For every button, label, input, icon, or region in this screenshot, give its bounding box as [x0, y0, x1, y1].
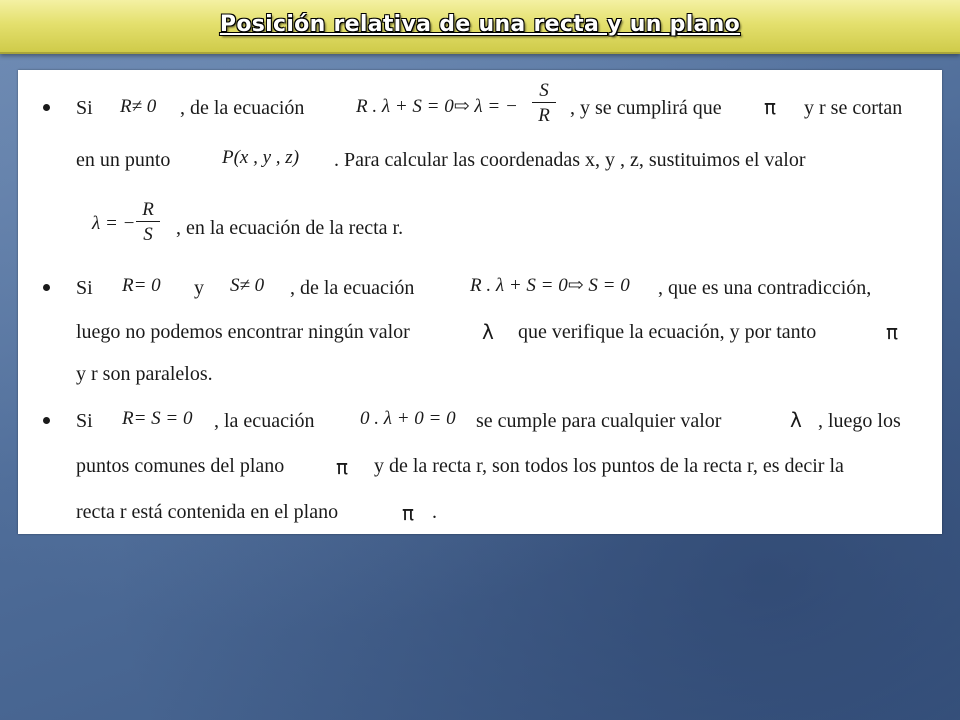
b2-condition-2: S≠ 0	[230, 275, 265, 296]
slide-title: Posición relativa de una recta y un plano	[219, 12, 741, 37]
b1-fraction-2	[136, 200, 160, 244]
b2-y: y	[194, 277, 204, 299]
bullet-3	[43, 417, 50, 424]
b3-text-3: , luego los	[818, 410, 901, 432]
b2-equation: R . λ + S = 0⇨ S = 0	[470, 275, 630, 296]
b3-condition: R= S = 0	[122, 408, 193, 429]
b1-text-6: , en la ecuación de la recta r.	[176, 217, 404, 239]
b1-fraction-2-numerator: R	[142, 199, 154, 220]
b3-text-5: y de la recta r, son todos los puntos de la recta r, es decir la	[374, 455, 844, 477]
b2-text-4: que verifique la ecuación, y por tanto	[518, 321, 817, 343]
b2-text-2: , que es una contradicción,	[658, 277, 872, 299]
b3-pi-2: π	[402, 501, 415, 525]
b1-lambda-equation: λ = −	[92, 213, 136, 234]
b1-text-2: , y se cumplirá que	[570, 97, 722, 119]
b2-text-3: luego no podemos encontrar ningún valor	[76, 321, 410, 343]
bullet-2	[43, 284, 50, 291]
b3-pi-1: π	[336, 455, 349, 479]
b3-text-2: se cumple para cualquier valor	[476, 410, 722, 432]
title-bar	[0, 0, 960, 54]
b2-text-5: y r son paralelos.	[76, 363, 213, 385]
b3-si: Si	[76, 410, 93, 432]
fraction-bar	[136, 221, 160, 222]
content-panel	[18, 70, 942, 534]
b3-text-1: , la ecuación	[214, 410, 315, 432]
b1-fraction-denominator: R	[538, 105, 550, 126]
b2-text-1: , de la ecuación	[290, 277, 415, 299]
b1-si: Si	[76, 97, 93, 119]
b3-equation: 0 . λ + 0 = 0	[360, 408, 456, 429]
b3-lambda: λ	[790, 408, 802, 432]
b1-text-3: y r se cortan	[804, 97, 903, 119]
b1-fraction-numerator: S	[539, 80, 549, 101]
b3-text-4: puntos comunes del plano	[76, 455, 285, 477]
b3-text-6: recta r está contenida en el plano	[76, 501, 339, 523]
b1-point: P(x , y , z)	[222, 147, 300, 168]
b1-text-1: , de la ecuación	[180, 97, 305, 119]
b2-condition-1: R= 0	[122, 275, 161, 296]
b2-pi: π	[886, 320, 899, 344]
b1-condition: R≠ 0	[120, 96, 157, 117]
b1-fraction-2-denominator: S	[143, 224, 153, 245]
fraction-bar	[532, 102, 556, 103]
b2-lambda: λ	[482, 320, 494, 344]
b1-text-4: en un punto	[76, 149, 171, 171]
b2-si: Si	[76, 277, 93, 299]
bullet-1	[43, 104, 50, 111]
b3-text-7: .	[432, 501, 437, 523]
b1-fraction	[532, 81, 556, 125]
b1-text-5: . Para calcular las coordenadas x, y , z, sustituimos el valor	[334, 149, 806, 171]
b1-equation: R . λ + S = 0⇨ λ = −	[356, 96, 518, 117]
b1-pi: π	[764, 95, 777, 119]
